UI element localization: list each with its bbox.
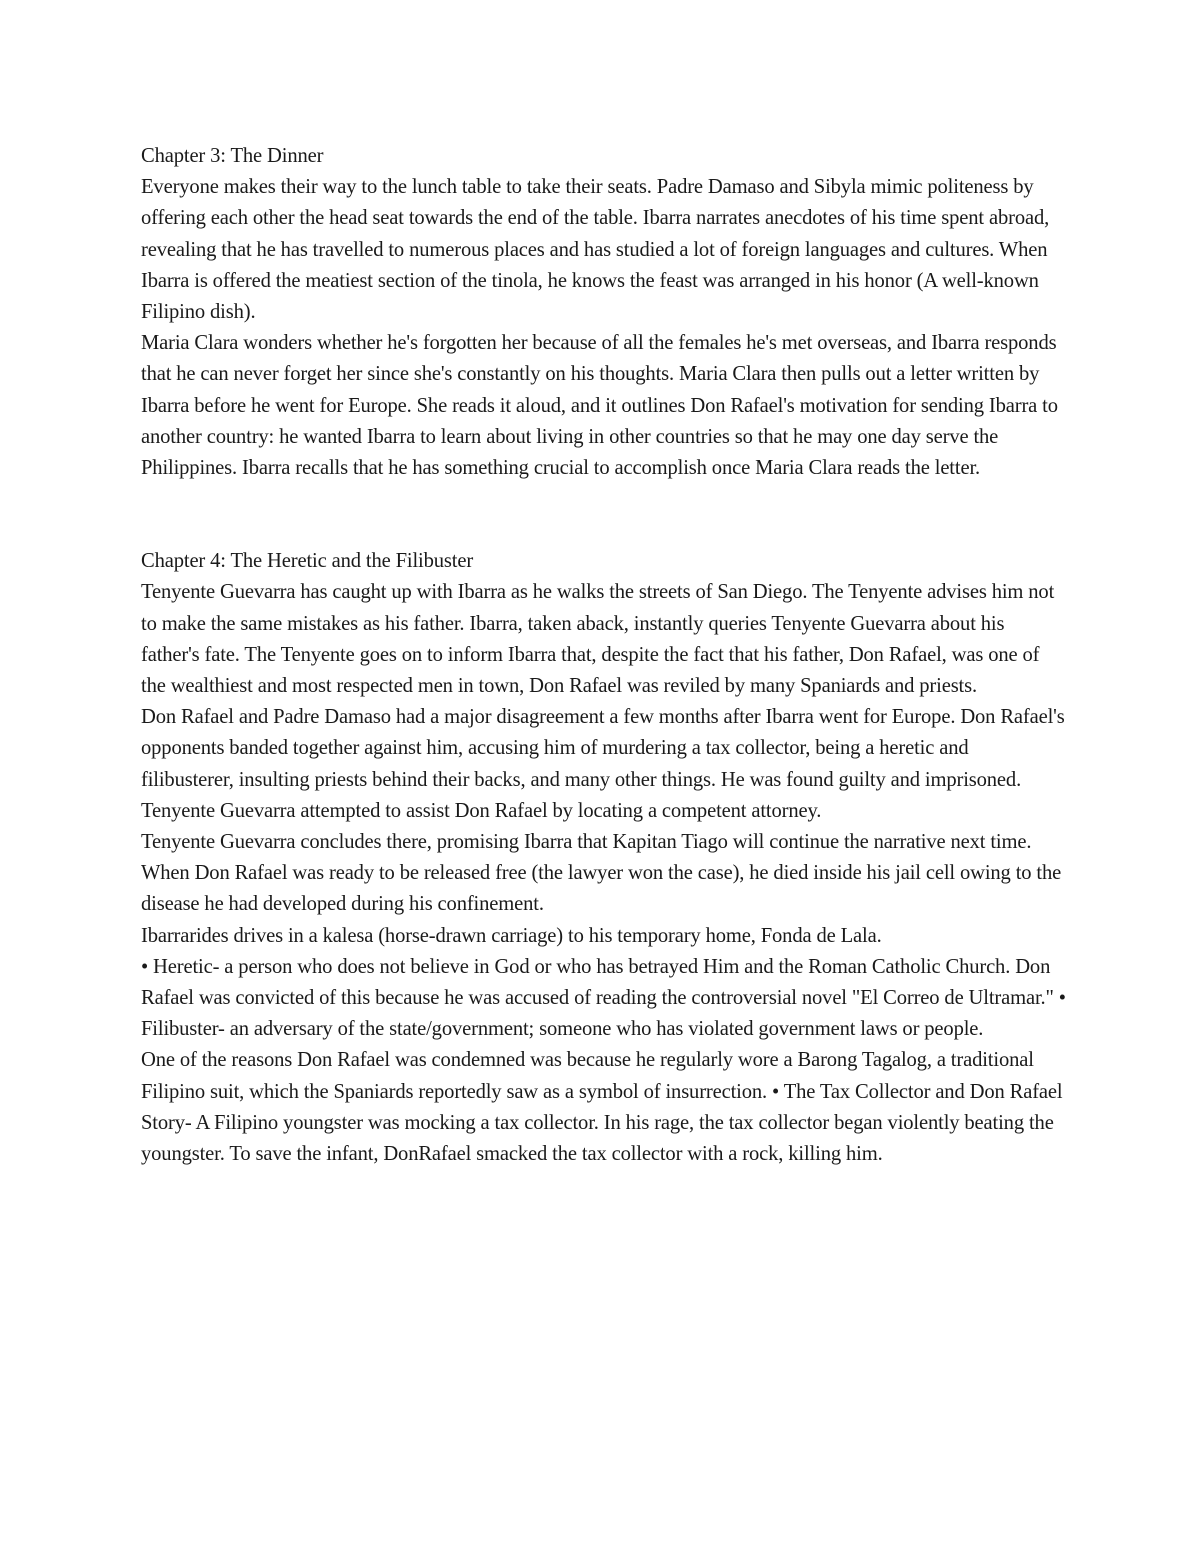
chapter-3-section (141, 141, 1066, 484)
paragraph: Tenyente Guevarra has caught up with Ibarra as he walks the streets of San Diego. The Tenyente advises him not to make the same mistakes as his father. Ibarra, taken aback, instantly queries Tenyente Guevarra about his father's fate. The Tenyente goes on to inform Ibarra that, despite the fact that his father, Don Rafael, was one of the wealthiest and most respected men in town, Don Rafael was reviled by many Spaniards and priests. (141, 581, 1055, 698)
chapter-title: Chapter 3: The Dinner (141, 145, 324, 167)
paragraph: Ibarrarides drives in a kalesa (horse-drawn carriage) to his temporary home, Fonda de Lala. (141, 924, 882, 947)
paragraph: Maria Clara wonders whether he's forgotten her because of all the females he's met overseas, and Ibarra responds that he can never forget her since she's constantly on his thoughts. Maria Clara then pulls out a letter written by Ibarra before he went for Europe. She reads it aloud, and it outlines Don Rafael's motivation for sending Ibarra to another country: he wanted Ibarra to learn about living in other countries so that he may one day serve the Philippines. Ibarra recalls that he has something crucial to accomplish once Maria Clara reads the letter. (141, 332, 1058, 480)
chapter-4-section (141, 546, 1066, 1170)
paragraph: • Heretic- a person who does not believe in God or who has betrayed Him and the Roman Catholic Church. Don Rafael was convicted of this because he was accused of reading the controversial novel "El Correo de Ultramar." • Filibuster- an adversary of the state/government; someone who has violated government laws or people. (141, 955, 1066, 1041)
paragraph: Everyone makes their way to the lunch table to take their seats. Padre Damaso and Sibyla mimic politeness by offering each other the head seat towards the end of the table. Ibarra narrates anecdotes of his time spent abroad, revealing that he has travelled to numerous places and has studied a lot of foreign languages and cultures. When Ibarra is offered the meatiest section of the tinola, he knows the feast was arranged in his honor (A well-known Filipino dish). (141, 176, 1050, 324)
paragraph: Don Rafael and Padre Damaso had a major disagreement a few months after Ibarra went for Europe. Don Rafael's opponents banded together against him, accusing him of murdering a tax collector, being a heretic and filibusterer, insulting priests behind their backs, and many other things. He was found guilty and imprisoned. Tenyente Guevarra attempted to assist Don Rafael by locating a competent attorney. (141, 706, 1065, 822)
paragraph: One of the reasons Don Rafael was condemned was because he regularly wore a Barong Tagalog, a traditional Filipino suit, which the Spaniards reportedly saw as a symbol of insurrection. • The Tax Collector and Don Rafael Story- A Filipino youngster was mocking a tax collector. In his rage, the tax collector began violently beating the youngster. To save the infant, DonRafael smacked the tax collector with a rock, killing him. (141, 1049, 1063, 1166)
document-body (141, 141, 1066, 1170)
chapter-title: Chapter 4: The Heretic and the Filibuster (141, 550, 474, 573)
paragraph: Tenyente Guevarra concludes there, promising Ibarra that Kapitan Tiago will continue the narrative next time. When Don Rafael was ready to be released free (the lawyer won the case), he died inside his jail cell owing to the disease he had developed during his confinement. (141, 831, 1062, 916)
